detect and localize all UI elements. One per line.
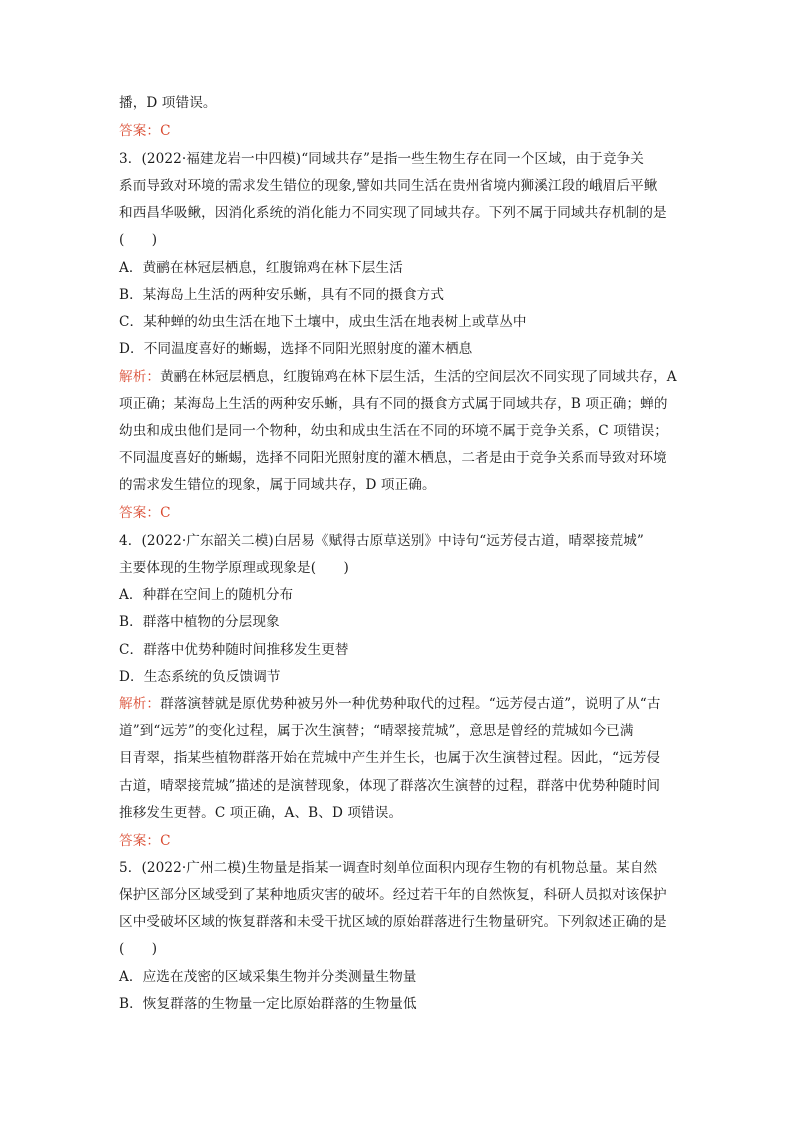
question-5-line: 5．(2022·广州二模)生物量是指某一调查时刻单位面积内现存生物的有机物总量。某自然 [119,860,658,876]
analysis-line: 幼虫和成虫他们是同一个物种，幼虫和成虫生活在不同的环境不属于竞争关系，C 项错误； [119,423,668,439]
analysis-line [119,368,677,386]
analysis-line [119,695,661,713]
analysis-line: 不同温度喜好的蜥蜴，选择不同阳光照射度的灌木栖息，二者是由于竞争关系而导致对环境 [119,450,667,466]
question-5-line: 保护区部分区域受到了某种地质灾害的破坏。经过若干年的自然恢复，科研人员拟对该保护 [119,887,667,903]
analysis-line: 的需求发生错位的现象，属于同域共存，D 项正确。 [119,477,436,493]
question-3-line: 3．(2022·福建龙岩一中四模)“同域共存”是指一些生物生存在同一个区域，由于竞争关 [119,151,644,167]
question-4-line: 4．(2022·广东韶关二模)白居易《赋得古原草送别》中诗句“远芳侵古道，晴翠接荒城” [119,533,644,549]
option-a: A．黄鹂在林冠层栖息，红腹锦鸡在林下层生活 [119,260,403,276]
analysis-line: 道”到“远芳”的变化过程，属于次生演替；“晴翠接荒城”，意思是曾经的荒城如今已满 [119,723,634,739]
analysis-text: 群落演替就是原优势种被另外一种优势种取代的过程。“远芳侵古道”，说明了从“古 [160,696,661,712]
question-5-blank: ( ) [119,941,158,957]
option-a: A．种群在空间上的随机分布 [119,587,294,603]
analysis-line: 古道，晴翠接荒城”描述的是演替现象，体现了群落次生演替的过程，群落中优势种随时间 [119,778,661,794]
option-b: B．某海岛上生活的两种安乐蜥，具有不同的摄食方式 [119,287,445,303]
answer-line: 答案：C [119,505,171,521]
analysis-line: 推移发生更替。C 项正确，A、B、D 项错误。 [119,805,403,821]
option-b: B．恢复群落的生物量一定比原始群落的生物量低 [119,996,417,1012]
analysis-text: 黄鹂在林冠层栖息，红腹锦鸡在林下层生活，生活的空间层次不同实现了同域共存，A [160,369,677,385]
option-d: D．生态系统的负反馈调节 [119,669,281,685]
answer-line: 答案：C [119,123,171,139]
question-3-line: 系而导致对环境的需求发生错位的现象,譬如共同生活在贵州省境内狮溪江段的峨眉后平鳅 [119,178,658,194]
option-b: B．群落中植物的分层现象 [119,614,280,630]
text-line: 播，D 项错误。 [119,95,217,111]
question-4-line: 主要体现的生物学原理或现象是( ) [119,560,349,576]
option-a: A．应选在茂密的区域采集生物并分类测量生物量 [119,969,417,985]
answer-line: 答案：C [119,833,171,849]
question-3-line: 和西昌华吸鳅，因消化系统的消化能力不同实现了同域共存。下列不属于同域共存机制的是 [119,205,667,221]
analysis-label: 解析： [119,696,161,712]
analysis-line: 目青翠，指某些植物群落开始在荒城中产生并生长，也属于次生演替过程。因此，“远芳侵 [119,750,661,766]
option-c: C．群落中优势种随时间推移发生更替 [119,642,349,658]
question-3-blank: ( ) [119,232,158,248]
option-c: C．某种蝉的幼虫生活在地下土壤中，成虫生活在地表树上或草丛中 [119,314,527,330]
question-5-line: 区中受破坏区域的恢复群落和未受干扰区域的原始群落进行生物量研究。下列叙述正确的是 [119,914,667,930]
option-d: D．不同温度喜好的蜥蜴，选择不同阳光照射度的灌木栖息 [119,341,473,357]
analysis-line: 项正确；某海岛上生活的两种安乐蜥，具有不同的摄食方式属于同域共存，B 项正确；蝉的 [119,396,668,412]
analysis-label: 解析： [119,369,161,385]
